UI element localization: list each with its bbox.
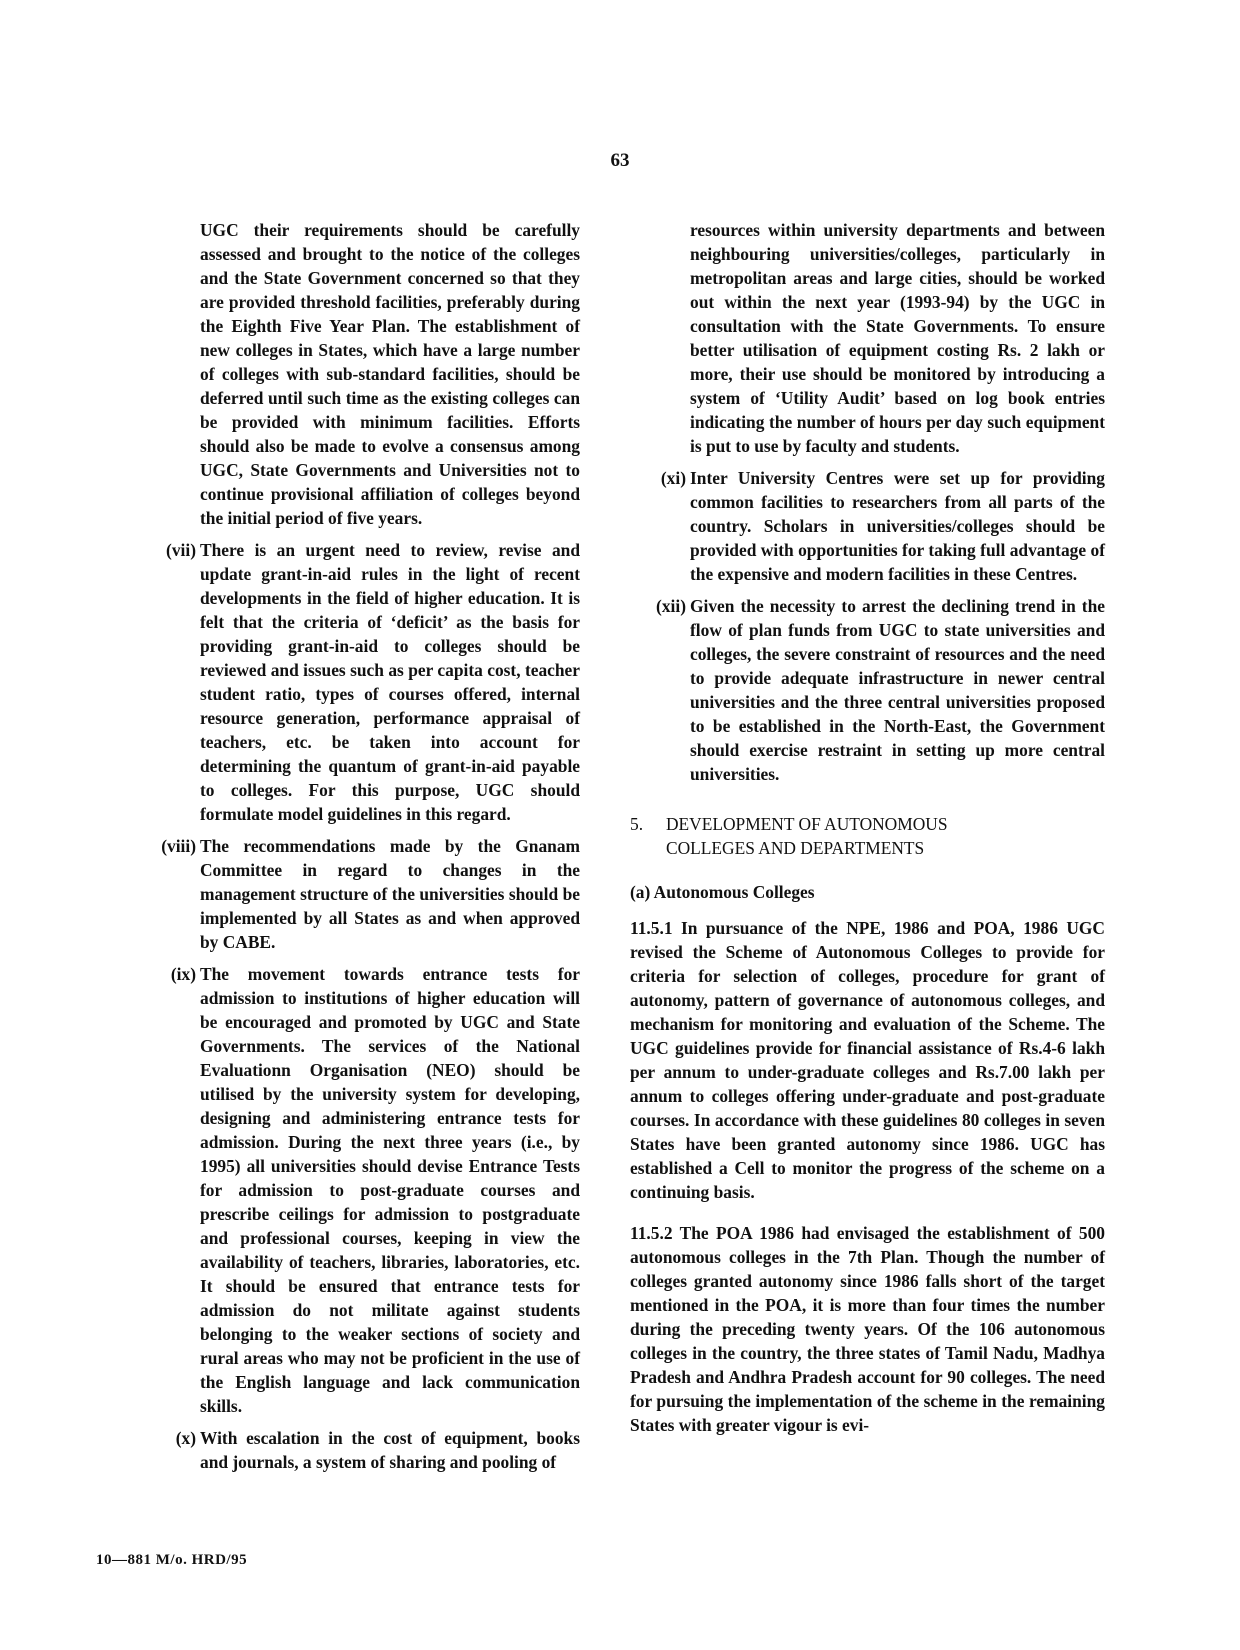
item-number: (x) (175, 1428, 196, 1448)
subsection-heading: (a) Autonomous Colleges (630, 882, 815, 902)
right-continuation-text: resources within university departments and between neighbouring universities/colleges, particularly in metropolitan areas and large cities, should be worked out within the next year (1993-94) by the UGC in consultation with the State Governments. To ensure better utilisation of equipment costing Rs. 2 lakh or more, their use should be monitored by introducing a system of ‘Utility Audit’ based on log book entries indicating the number of hours per day such equipment is put to use by faculty and students. (690, 220, 1105, 456)
item-text: There is an urgent need to review, revise and update grant-in-aid rules in the light of recent developments in the field of higher education. It is felt that the criteria of ‘deficit’ as the basis for providing grant-in-aid to colleges should be reviewed and issues such as per capita cost, teacher student ratio, types of courses offered, internal resource generation, performance appraisal of teachers, etc. be taken into account for determining the quantum of grant-in-aid payable to colleges. For this purpose, UGC should formulate model guidelines in this regard. (200, 540, 580, 824)
footer-print-code: 10—881 M/o. HRD/95 (96, 1552, 248, 1568)
item-number: (xii) (656, 596, 686, 616)
item-number: (vii) (166, 540, 196, 560)
list-item-x (140, 1426, 580, 1474)
item-text: With escalation in the cost of equipment, books and journals, a system of sharing and pooling of (200, 1428, 580, 1472)
item-number: (viii) (161, 836, 196, 856)
item-text: Given the necessity to arrest the declining trend in the flow of plan funds from UGC to state universities and colleges, the severe constraint of resources and the need to provide adequate infrastructure in newer central universities and the three central universities proposed to be established in the North-East, the Government should exercise restraint in setting up more central universities. (690, 596, 1105, 784)
item-number: (ix) (170, 964, 196, 984)
page-number: 63 (610, 150, 630, 171)
paragraph-11-5-1: 11.5.1 In pursuance of the NPE, 1986 and POA, 1986 UGC revised the Scheme of Autonomous Colleges to provide for criteria for selection of colleges, procedure for grant of autonomy, pattern of governance of autonomous colleges, and mechanism for monitoring and evaluation of the Scheme. The UGC guidelines provide for financial assistance of Rs.4-6 lakh per annum to under-graduate colleges and Rs.7.00 lakh per annum to colleges offering under-graduate and post-graduate courses. In accordance with these guidelines 80 colleges in seven States have been granted autonomy since 1986. UGC has established a Cell to monitor the progress of the scheme on a continuing basis. (630, 918, 1105, 1202)
list-item-xii (630, 594, 1105, 786)
item-text: Inter University Centres were set up for providing common facilities to researchers from all parts of the country. Scholars in universities/colleges should be provided with opportunities for taking full advantage of the expensive and modern facilities in these Centres. (690, 468, 1105, 584)
section-heading (630, 812, 1105, 860)
right-column (630, 218, 1105, 1455)
paragraph-11-5-2: 11.5.2 The POA 1986 had envisaged the establishment of 500 autonomous colleges in the 7th Plan. Though the number of colleges granted autonomy since 1986 falls short of the target mentioned in the POA, it is more than four times the number during the preceding twenty years. Of the 106 autonomous colleges in the country, the three states of Tamil Nadu, Madhya Pradesh and Andhra Pradesh account for 90 colleges. The need for pursuing the implementation of the scheme in the remaining States with greater vigour is evi- (630, 1223, 1105, 1436)
item-text: The recommendations made by the Gnanam Committee in regard to changes in the management structure of the universities should be implemented by all States as and when approved by CABE. (200, 836, 580, 952)
item-text: The movement towards entrance tests for admission to institutions of higher education will be encouraged and promoted by UGC and State Governments. The services of the National Evaluationn Organisation (NEO) should be utilised by the university system for developing, designing and administering entrance tests for admission. During the next three years (i.e., by 1995) all universities should devise Entrance Tests for admission to post-graduate courses and prescribe ceilings for admission to postgraduate and professional courses, keeping in view the availability of teachers, libraries, laboratories, etc. It should be ensured that entrance tests for admission do not militate against students belonging to the weaker sections of society and rural areas who may not be proficient in the use of the English language and lack communication skills. (200, 964, 580, 1416)
section-title-line1: DEVELOPMENT OF AUTONOMOUS (666, 814, 948, 834)
item-number: (xi) (660, 468, 686, 488)
left-continuation-text: UGC their requirements should be carefully assessed and brought to the notice of the colleges and the State Government concerned so that they are provided threshold facilities, preferably during the Eighth Five Year Plan. The establishment of new colleges in States, which have a large number of colleges with sub-standard facilities, should be deferred until such time as the existing colleges can be provided with minimum facilities. Efforts should also be made to evolve a consensus among UGC, State Governments and Universities not to continue provisional affiliation of colleges beyond the initial period of five years. (200, 220, 580, 528)
list-item-xi (630, 466, 1105, 586)
list-item-viii (140, 834, 580, 954)
section-number: 5. (630, 814, 644, 834)
list-item-ix (140, 962, 580, 1418)
section-title-line2: COLLEGES AND DEPARTMENTS (666, 838, 925, 858)
left-column (140, 218, 580, 1474)
list-item-vii (140, 538, 580, 826)
